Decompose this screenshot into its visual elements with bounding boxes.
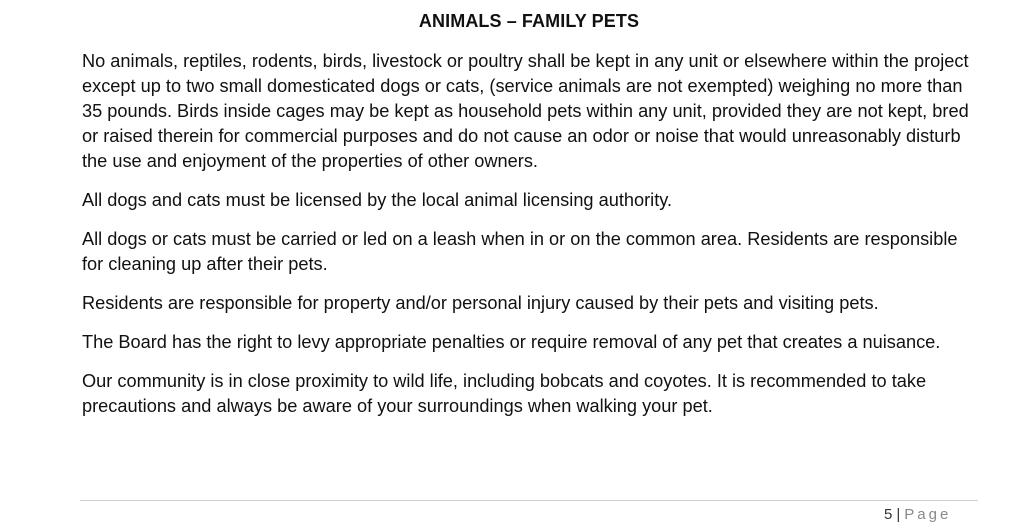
section-title: ANIMALS – FAMILY PETS: [418, 11, 640, 31]
paragraph-licensing: All dogs and cats must be licensed by the local animal licensing authority.: [82, 190, 673, 210]
paragraph-board-penalties: The Board has the right to levy appropriate penalties or require removal of any pet that creates a nuisance.: [82, 332, 941, 352]
paragraph-leash-rule: All dogs or cats must be carried or led on a leash when in or on the common area. Residents are responsible for cleaning up after their pets.: [82, 229, 958, 274]
page-separator: |: [896, 506, 901, 523]
footer-divider: [80, 500, 978, 501]
page-label: Page: [904, 506, 952, 523]
page-number: 5: [884, 506, 893, 523]
paragraph-pet-restrictions: No animals, reptiles, rodents, birds, livestock or poultry shall be kept in any unit or elsewhere within the project except up to two small domesticated dogs or cats, (service animals are not exempted) weighing no more than 35 pounds. Birds inside cages may be kept as household pets within any unit, provided they are not kept, bred or raised therein for commercial purposes and do not cause an odor or noise that would unreasonably disturb the use and enjoyment of the properties of other owners.: [82, 51, 969, 171]
paragraph-liability: Residents are responsible for property and/or personal injury caused by their pets and visiting pets.: [82, 293, 879, 313]
page-footer: [884, 506, 951, 524]
document-body: [82, 49, 982, 433]
paragraph-wildlife-warning: Our community is in close proximity to wild life, including bobcats and coyotes. It is recommended to take precautions and always be aware of your surroundings when walking your pet.: [82, 371, 927, 416]
